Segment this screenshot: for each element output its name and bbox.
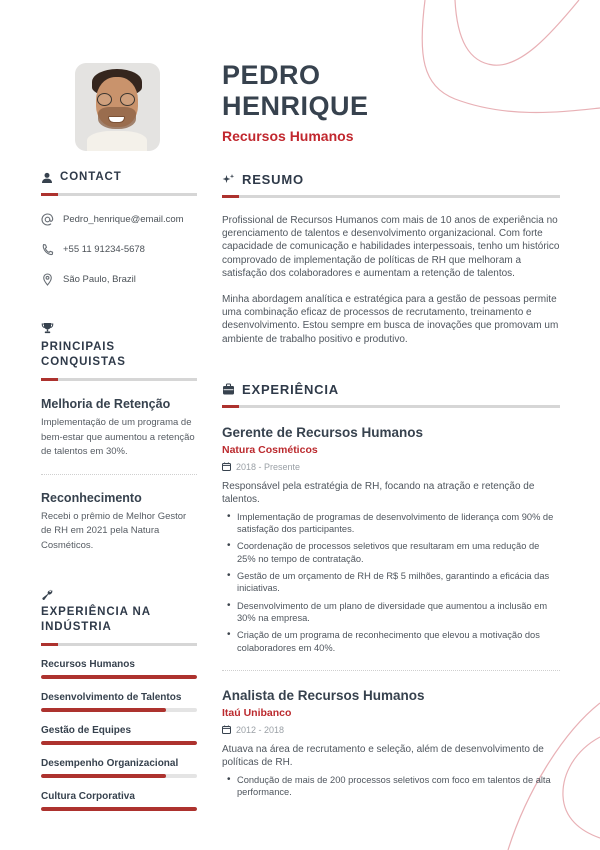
achievements-title: PRINCIPAIS CONQUISTAS [41, 341, 126, 368]
contact-title: CONTACT [60, 171, 122, 183]
experience-title: EXPERIÊNCIA [242, 381, 339, 397]
achievement-item [41, 397, 197, 460]
job-company: Itaú Unibanco [222, 706, 292, 719]
contact-section [41, 170, 197, 286]
skill-item [41, 758, 197, 778]
person-icon [41, 172, 53, 184]
achievement-separator [41, 474, 197, 475]
job-role: Analista de Recursos Humanos [222, 687, 425, 703]
skill-label: Gestão de Equipes [41, 725, 132, 736]
skill-label: Desempenho Organizacional [41, 758, 179, 769]
calendar-icon [222, 725, 231, 734]
skill-bar-fill [41, 807, 197, 811]
contact-phone-row [41, 243, 197, 256]
skill-bar-fill [41, 741, 197, 745]
job-bullet: • Criação de um programa de reconhecimento que elevou a motivação dos colaboradores em 40%. [222, 629, 560, 654]
location-icon [41, 273, 54, 286]
industry-section [41, 587, 197, 811]
candidate-name [222, 60, 369, 122]
job-period-row [222, 725, 560, 735]
industry-divider [41, 643, 197, 646]
phone-icon [41, 243, 54, 256]
experience-divider [222, 405, 560, 408]
skill-label: Desenvolvimento de Talentos [41, 692, 182, 703]
avatar-smile [108, 116, 125, 123]
job-bullet: • Condução de mais de 200 processos seletivos com foco em talentos de alta performance. [222, 774, 560, 799]
achievement-heading: Reconhecimento [41, 490, 142, 505]
skill-item [41, 692, 197, 712]
achievements-divider [41, 378, 197, 381]
job-separator [222, 670, 560, 671]
avatar-glasses-left [97, 93, 112, 106]
skill-label: Recursos Humanos [41, 659, 135, 670]
skill-bar [41, 807, 197, 811]
skill-item [41, 725, 197, 745]
resumo-section [222, 172, 560, 346]
job-period: 2012 - 2018 [236, 724, 285, 735]
avatar-glasses-right [120, 93, 135, 106]
job-summary: Responsável pela estratégia de RH, focando na atração e retenção de talentos. [222, 480, 535, 505]
contact-email: Pedro_henrique@email.com [63, 214, 184, 225]
job-entry [222, 425, 560, 654]
resumo-paragraph: Minha abordagem analítica e estratégica para a gestão de pessoas permite uma combinação eficaz de processos de recrutamento, treinamento e desenvolvimento. Estou sempre em busca de inovações que promovam um ambiente de trabalho positivo e produtivo. [222, 294, 559, 345]
main-column [222, 172, 560, 798]
skill-item [41, 659, 197, 679]
job-bullet: • Gestão de um orçamento de RH de R$ 5 milhões, garantindo a eficácia das iniciativas. [222, 570, 560, 595]
job-period-row [222, 462, 560, 472]
calendar-icon [222, 462, 231, 471]
candidate-headline: Recursos Humanos [222, 128, 354, 144]
contact-location-row [41, 273, 197, 286]
job-period: 2018 - Presente [236, 461, 301, 472]
achievement-heading: Melhoria de Retenção [41, 397, 171, 411]
job-bullet-list [222, 511, 560, 654]
job-company: Natura Cosméticos [222, 443, 318, 456]
achievement-text: Recebi o prêmio de Melhor Gestor de RH em 2021 pela Natura Cosméticos. [41, 510, 187, 551]
job-bullet: • Desenvolvimento de um plano de diversidade que aumentou a inclusão em 30% na empresa. [222, 600, 560, 625]
job-bullet-list [222, 774, 560, 799]
resumo-divider [222, 195, 560, 198]
resumo-title: RESUMO [242, 172, 304, 187]
resumo-paragraph: Profissional de Recursos Humanos com mais de 10 anos de experiência no gerenciamento de talentos e desenvolvimento organizacional. Com forte capacidade de comunicação e habilidades interpessoais, tenho um histórico comprovado de implementação de políticas de RH que melhoram a satisfação dos colaboradores e aumentam a retenção de talentos. [222, 215, 560, 279]
sidebar [41, 170, 197, 811]
contact-divider [41, 193, 197, 196]
trophy-icon [41, 322, 54, 335]
contact-location: São Paulo, Brazil [63, 274, 136, 285]
at-icon [41, 213, 54, 226]
job-summary: Atuava na área de recrutamento e seleção, além de desenvolvimento de políticas de RH. [222, 743, 544, 768]
skill-bar [41, 708, 197, 712]
skill-label: Cultura Corporativa [41, 791, 135, 802]
skill-bar [41, 675, 197, 679]
candidate-last-name: HENRIQUE [222, 91, 369, 121]
achievements-section [41, 322, 197, 553]
contact-email-row [41, 213, 197, 226]
skill-bar-fill [41, 708, 166, 712]
wrench-icon [41, 588, 53, 600]
avatar-shirt [87, 131, 147, 151]
industry-title: EXPERIÊNCIA NA INDÚSTRIA [41, 606, 151, 633]
sparkles-icon [222, 173, 235, 186]
job-role: Gerente de Recursos Humanos [222, 424, 424, 440]
skill-item [41, 791, 197, 811]
skill-bar-fill [41, 774, 166, 778]
achievement-item [41, 491, 197, 554]
job-bullet: • Implementação de programas de desenvolvimento de liderança com 90% de satisfação dos participantes. [222, 511, 560, 536]
achievement-text: Implementação de um programa de bem-estar que aumentou a retenção de talentos em 30%. [41, 417, 195, 457]
profile-photo [75, 63, 160, 151]
job-entry [222, 688, 560, 799]
job-bullet: • Coordenação de processos seletivos que resultaram em uma redução de 25% no tempo de contratação. [222, 540, 560, 565]
skill-bar [41, 774, 197, 778]
header [0, 0, 600, 165]
skill-bar [41, 741, 197, 745]
experience-section [222, 382, 560, 799]
skill-bar-fill [41, 675, 197, 679]
contact-phone: +55 11 91234-5678 [63, 244, 145, 255]
candidate-first-name: PEDRO [222, 60, 321, 90]
briefcase-icon [222, 383, 235, 396]
